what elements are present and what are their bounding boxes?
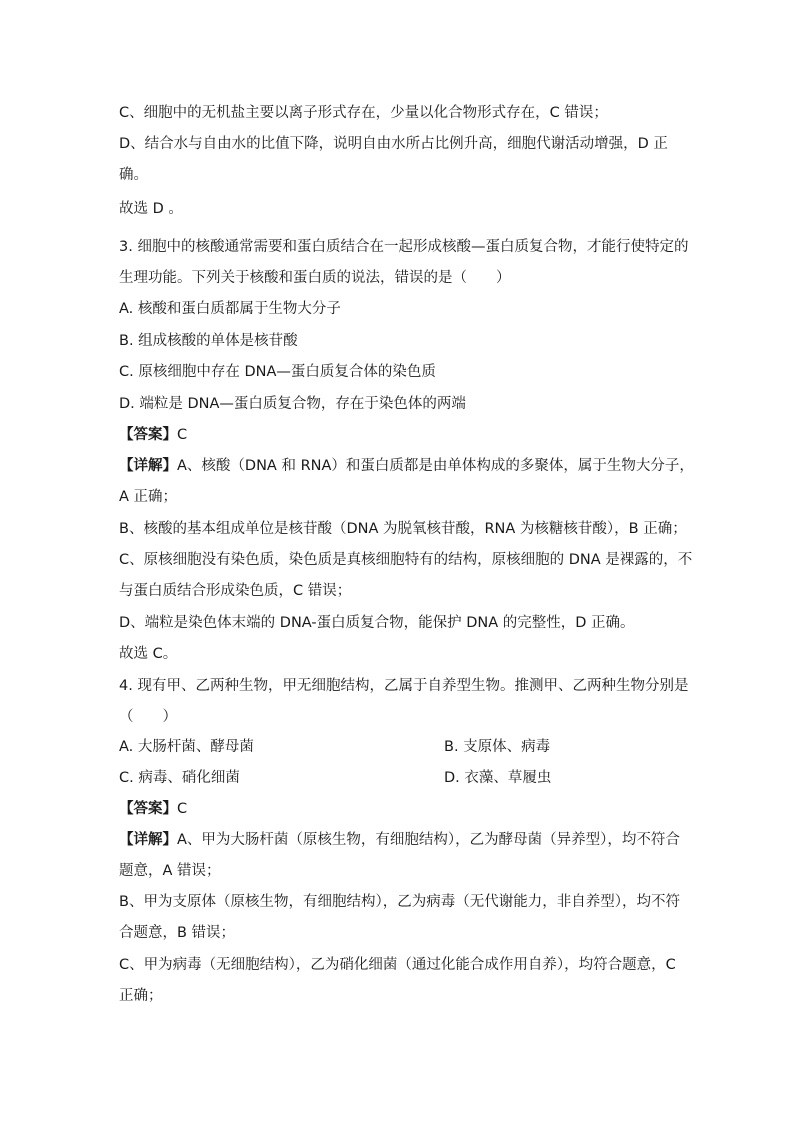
question-4-option-c: C. 病毒、硝化细菌: [119, 770, 240, 786]
question-4-option-b: B. 支原体、病毒: [444, 739, 551, 755]
question-4-stem: 4. 现有甲、乙两种生物，甲无细胞结构，乙属于自养型生物。推测甲、乙两种生物分别是: [119, 678, 689, 694]
text-line: C、原核细胞没有染色质，染色质是真核细胞特有的结构，原核细胞的 DNA 是裸露的，不: [119, 552, 693, 568]
answer-value: C: [177, 801, 188, 817]
detail-label: 【详解】: [119, 458, 177, 474]
question-4-detail: [119, 830, 680, 850]
detail-text: A、核酸（DNA 和 RNA）和蛋白质都是由单体构成的多聚体，属于生物大分子，: [177, 458, 694, 474]
question-3-option-a: A. 核酸和蛋白质都属于生物大分子: [119, 301, 341, 317]
answer-value: C: [177, 427, 188, 443]
question-3-option-d: D. 端粒是 DNA—蛋白质复合物，存在于染色体的两端: [119, 396, 466, 412]
question-4-option-a: A. 大肠杆菌、酵母菌: [119, 739, 254, 755]
question-4-stem: （ ）: [119, 709, 177, 725]
text-line: C、甲为病毒（无细胞结构），乙为硝化细菌（通过化能合成作用自养），均符合题意，C: [119, 957, 676, 973]
question-3-option-b: B. 组成核酸的单体是核苷酸: [119, 333, 298, 349]
text-line: D、端粒是染色体末端的 DNA-蛋白质复合物，能保护 DNA 的完整性，D 正确。: [119, 615, 635, 631]
answer-label: 【答案】: [119, 801, 177, 817]
question-3-detail: [119, 456, 694, 476]
text-line: 故选 D 。: [119, 201, 183, 217]
question-4-option-d: D. 衣藻、草履虫: [444, 770, 552, 786]
text-line: 正确；: [119, 988, 163, 1004]
question-3-stem: 3. 细胞中的核酸通常需要和蛋白质结合在一起形成核酸—蛋白质复合物，才能行使特定的: [119, 239, 689, 255]
text-line: B、甲为支原体（原核生物，有细胞结构），乙为病毒（无代谢能力，非自养型），均不符: [119, 894, 680, 910]
text-line: 故选 C。: [119, 646, 178, 662]
text-line: D、结合水与自由水的比值下降，说明自由水所占比例升高，细胞代谢活动增强，D 正: [119, 136, 668, 152]
question-3-answer: [119, 425, 187, 445]
question-3-stem: 生理功能。下列关于核酸和蛋白质的说法，错误的是（ ）: [119, 270, 511, 286]
text-line: C、细胞中的无机盐主要以离子形式存在，少量以化合物形式存在，C 错误；: [119, 105, 608, 121]
answer-label: 【答案】: [119, 427, 177, 443]
text-line: A 正确；: [119, 489, 178, 505]
text-line: 合题意，B 错误；: [119, 925, 236, 941]
detail-label: 【详解】: [119, 832, 177, 848]
text-line: 题意，A 错误；: [119, 863, 221, 879]
text-line: 确。: [119, 167, 148, 183]
question-3-option-c: C. 原核细胞中存在 DNA—蛋白质复合体的染色质: [119, 364, 436, 380]
question-4-answer: [119, 799, 187, 819]
text-line: 与蛋白质结合形成染色质，C 错误；: [119, 583, 352, 599]
text-line: B、核酸的基本组成单位是核苷酸（DNA 为脱氧核苷酸，RNA 为核糖核苷酸），B 正确；: [119, 521, 687, 537]
detail-text: A、甲为大肠杆菌（原核生物，有细胞结构），乙为酵母菌（异养型），均不符合: [177, 832, 680, 848]
